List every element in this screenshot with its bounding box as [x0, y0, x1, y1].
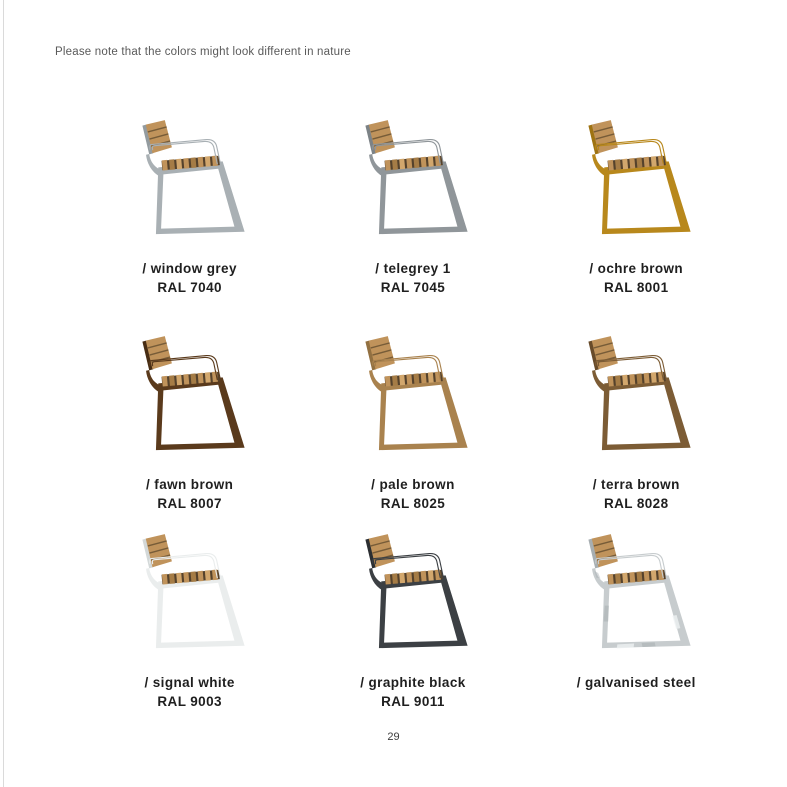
- color-name-label: / ochre brown: [589, 261, 684, 276]
- swatch-row-3: [78, 526, 748, 711]
- page-number: 29: [387, 731, 400, 743]
- chair-illustration: [580, 328, 692, 464]
- ral-code-label: RAL 8001: [604, 280, 669, 295]
- swatch-pale-brown: [301, 328, 524, 513]
- color-name-label: / graphite black: [360, 675, 466, 690]
- swatch-terra-brown: [525, 328, 748, 513]
- swatch-ochre-brown: [525, 112, 748, 297]
- swatch-graphite-black: [301, 526, 524, 711]
- chair-illustration: [580, 526, 692, 662]
- swatch-galvanised-steel: [525, 526, 748, 711]
- chair-illustration: [357, 526, 469, 662]
- color-name-label: / fawn brown: [146, 477, 234, 492]
- ral-code-label: RAL 8025: [380, 496, 446, 511]
- swatch-telegrey-1: [301, 112, 524, 297]
- chair-illustration: [357, 328, 469, 464]
- swatch-signal-white: [78, 526, 301, 711]
- ral-code-label: RAL 9011: [381, 694, 445, 709]
- chair-illustration: [357, 112, 469, 248]
- ral-code-label: RAL 9003: [157, 694, 222, 709]
- ral-code-label: RAL 8028: [604, 496, 669, 511]
- color-name-label: / pale brown: [371, 477, 455, 492]
- page-edge-line: [3, 0, 4, 787]
- swatch-row-2: [78, 328, 748, 513]
- swatch-row-1: [78, 112, 748, 297]
- ral-code-label: RAL 8007: [157, 496, 222, 511]
- ral-code-label: RAL 7045: [380, 280, 446, 295]
- color-name-label: / telegrey 1: [375, 261, 451, 276]
- chair-illustration: [134, 112, 246, 248]
- swatch-window-grey: [78, 112, 301, 297]
- chair-illustration: [134, 526, 246, 662]
- color-name-label: / signal white: [144, 675, 235, 690]
- color-name-label: / terra brown: [592, 477, 680, 492]
- chair-illustration: [580, 112, 692, 248]
- ral-code-label: RAL 7040: [157, 280, 222, 295]
- chair-illustration: [134, 328, 246, 464]
- color-disclaimer-note: Please note that the colors might look different in nature: [55, 46, 351, 58]
- swatch-fawn-brown: [78, 328, 301, 513]
- color-name-label: / galvanised steel: [576, 675, 696, 690]
- color-name-label: / window grey: [142, 261, 237, 276]
